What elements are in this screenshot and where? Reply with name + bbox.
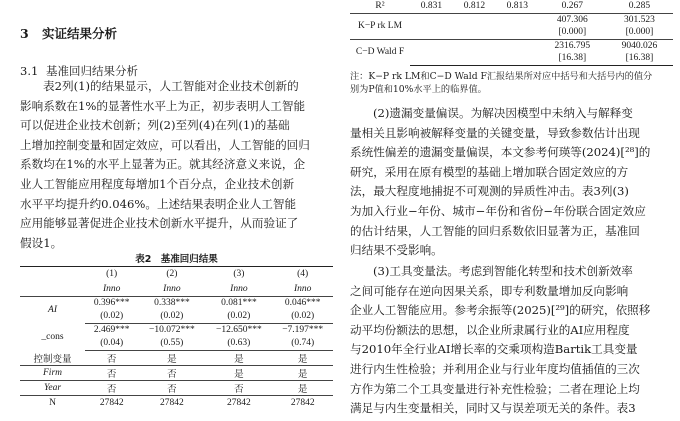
table-cell (410, 39, 453, 52)
table-cell: [0.000] (558, 27, 587, 38)
dependent-variable: Inno (272, 282, 333, 297)
table-cell: 2.469*** (93, 325, 130, 336)
section-number: 3 (20, 26, 29, 41)
table-row (20, 351, 333, 366)
table-cell: 301.523 (624, 14, 655, 25)
table-cell: (0.04) (85, 337, 138, 351)
paragraph-line: 系统性偏差的遗漏变量偏误，本文参考何瑛等(2024)[²⁸]的 (350, 145, 651, 160)
table-cell: 否 (85, 381, 138, 396)
table-cell: (0.63) (205, 337, 272, 351)
paragraph-line: 方作为第二个工具变量进行补充性检验；二者在理论上均 (350, 381, 640, 396)
table-cell: [16.38] (539, 52, 606, 65)
table-header-row (20, 267, 333, 282)
table-cell: 否 (138, 366, 205, 381)
paragraph-line: 归结果不受影响。 (350, 243, 443, 258)
table-cell: 0.812 (463, 1, 486, 12)
table-cell: 否 (85, 351, 138, 366)
table-cell: [0.000] (625, 27, 654, 38)
table-cell (496, 26, 539, 39)
table-cell (496, 39, 539, 52)
baseline-regression-table (20, 266, 333, 410)
table-cell (410, 13, 453, 26)
table-cell (453, 13, 496, 26)
section-title: 实证结果分析 (42, 26, 118, 41)
paragraph-line: 动平均份额法的思想，以企业所隶属行业的AI应用程度 (350, 322, 630, 337)
table-cell: 否 (205, 381, 272, 396)
table-cell: 27842 (160, 397, 184, 408)
row-label: C−D Wald F (355, 47, 405, 58)
table-cell: [16.38] (606, 52, 673, 65)
table-row (20, 396, 333, 410)
note-line: 注：K−P rk LM和C−D Wald F汇报结果所对应中括号和大括号内的值分 (350, 71, 653, 82)
table-cell (453, 26, 496, 39)
paragraph-line: 满足与内生变量相关，同时又与误差项无关的条件。表3 (350, 401, 636, 416)
section-heading (20, 24, 117, 42)
table-cell (496, 52, 539, 65)
instrumental-variable-paragraph (350, 262, 672, 419)
table-row (20, 297, 333, 310)
table-cell: 0.046*** (284, 298, 321, 309)
dependent-variable: Inno (85, 282, 138, 297)
paragraph-line: (2)遗漏变量偏误。为解决因模型中未纳入与解释变 (373, 106, 633, 120)
paragraph-line: 假设1。 (20, 235, 63, 250)
table-cell: 27842 (99, 397, 124, 408)
table-cell: 是 (272, 381, 333, 396)
dependent-variable-row (20, 282, 333, 297)
table-cell: (0.02) (85, 310, 138, 324)
table-cell: 是 (138, 351, 205, 366)
paragraph-line: 上增加控制变量和固定效应，可以看出，人工智能的回归 (20, 137, 310, 152)
row-label: Year (20, 381, 85, 396)
column-header: (2) (138, 267, 205, 282)
table-cell: 0.338*** (154, 298, 190, 309)
table-cell (453, 39, 496, 52)
paragraph-line: 量相关且影响被解释变量的关键变量，导致参数估计出现 (350, 125, 640, 140)
table-cell: 是 (272, 351, 333, 366)
table-cell: 是 (272, 366, 333, 381)
table-cell: (0.02) (205, 310, 272, 324)
dependent-variable: Inno (205, 282, 272, 297)
table-cell: 否 (85, 366, 138, 381)
table-cell: −10.072*** (149, 325, 195, 336)
table-cell: (0.55) (138, 337, 205, 351)
paragraph-line: 表2列(1)的结果显示，人工智能对企业技术创新的 (43, 79, 299, 93)
table-cell: 0.813 (506, 1, 529, 12)
table-row (20, 381, 333, 396)
table-cell: 407.306 (556, 14, 588, 25)
row-label: AI (48, 305, 57, 316)
table-cell: (0.02) (138, 310, 205, 324)
paragraph-line: (3)工具变量法。考虑到智能化转型和技术创新效率 (373, 264, 633, 278)
row-label: Firm (20, 366, 85, 381)
subsection-number: 3.1 (20, 64, 39, 78)
table-cell (496, 13, 539, 26)
iv-statistics-table (350, 0, 673, 66)
table-cell: 0.831 (420, 1, 443, 12)
table-cell: 0.267 (561, 1, 584, 12)
table-cell: −7.197*** (282, 325, 324, 336)
row-label: K−P rk LM (357, 21, 403, 31)
table-cell: (0.74) (272, 337, 333, 351)
omitted-variable-paragraph (350, 104, 672, 261)
table-row (20, 366, 333, 381)
table-cell (410, 52, 453, 65)
paragraph-line: 进行内生性检验；并利用企业与行业年度均值插值的三次 (350, 361, 640, 376)
paragraph-line: 法，最大程度地捕捉不可观测的异质性冲击。表3列(3) (350, 184, 629, 199)
table-cell: −12.650*** (216, 325, 262, 336)
table-row (350, 39, 673, 52)
table-row (20, 324, 333, 337)
column-header: (4) (272, 267, 333, 282)
table-cell: 0.285 (628, 1, 651, 12)
table-caption: 表2 基准回归结果 (135, 254, 218, 265)
paragraph-line: 可以促进企业技术创新；列(2)至列(4)在列(1)的基础 (20, 118, 290, 133)
paragraph-line: 水平平均提升约0.046%。上述结果表明企业人工智能 (20, 196, 297, 211)
row-label: 控制变量 (20, 351, 85, 366)
table-corner-cell (20, 267, 85, 282)
table-cell (410, 26, 453, 39)
note-line: 别为P值和10%水平上的临界值。 (350, 84, 487, 95)
row-label: N (49, 397, 56, 408)
column-header: (3) (205, 267, 272, 282)
table-cell: 否 (138, 381, 205, 396)
table-cell: 0.081*** (221, 298, 257, 309)
table-row (350, 0, 673, 13)
table-cell: 27842 (290, 397, 315, 408)
table-row (350, 13, 673, 26)
baseline-results-paragraph (20, 77, 333, 253)
table-cell (453, 52, 496, 65)
table-cell: (0.02) (272, 310, 333, 324)
paragraph-line: 之间可能存在逆向因果关系，即专利数量增加反向影响 (350, 283, 629, 298)
column-header: (1) (85, 267, 138, 282)
paragraph-line: 的估计结果，人工智能的回归系数依旧显著为正，基准回 (350, 223, 640, 238)
paragraph-line: 系数均在1%的水平上显著为正。就其经济意义来说，企 (20, 157, 306, 172)
subsection-title: 基准回归结果分析 (46, 64, 138, 78)
table-note (350, 70, 673, 96)
row-label: _cons (41, 332, 64, 342)
table-cell: 27842 (227, 397, 251, 408)
paragraph-line: 为加入行业−年份、城市−年份和省份−年份联合固定效应 (350, 203, 646, 218)
dependent-variable: Inno (138, 282, 205, 297)
row-label: R² (375, 1, 385, 12)
paragraph-line: 业人工智能应用程度每增加1个百分点，企业技术创新 (20, 176, 295, 191)
table-cell: 0.396*** (93, 298, 130, 309)
paragraph-line: 企业人工智能应用。参考余振等(2025)[²⁹]的研究，依照移 (350, 303, 651, 318)
table-cell: 是 (205, 351, 272, 366)
paragraph-line: 与2010年全行业AI增长率的交乘项构造Bartik工具变量 (350, 342, 638, 357)
table-cell: 2316.795 (554, 40, 591, 51)
paragraph-line: 影响系数在1%的显著性水平上为正，初步表明人工智能 (20, 98, 306, 113)
table-cell: 是 (205, 366, 272, 381)
table-cell: 9040.026 (621, 40, 658, 51)
paragraph-line: 研究，采用在原有模型的基础上增加联合固定效应的方 (350, 164, 629, 179)
paragraph-line: 应用能够显著促进企业技术创新水平提升，从而验证了 (20, 216, 299, 231)
